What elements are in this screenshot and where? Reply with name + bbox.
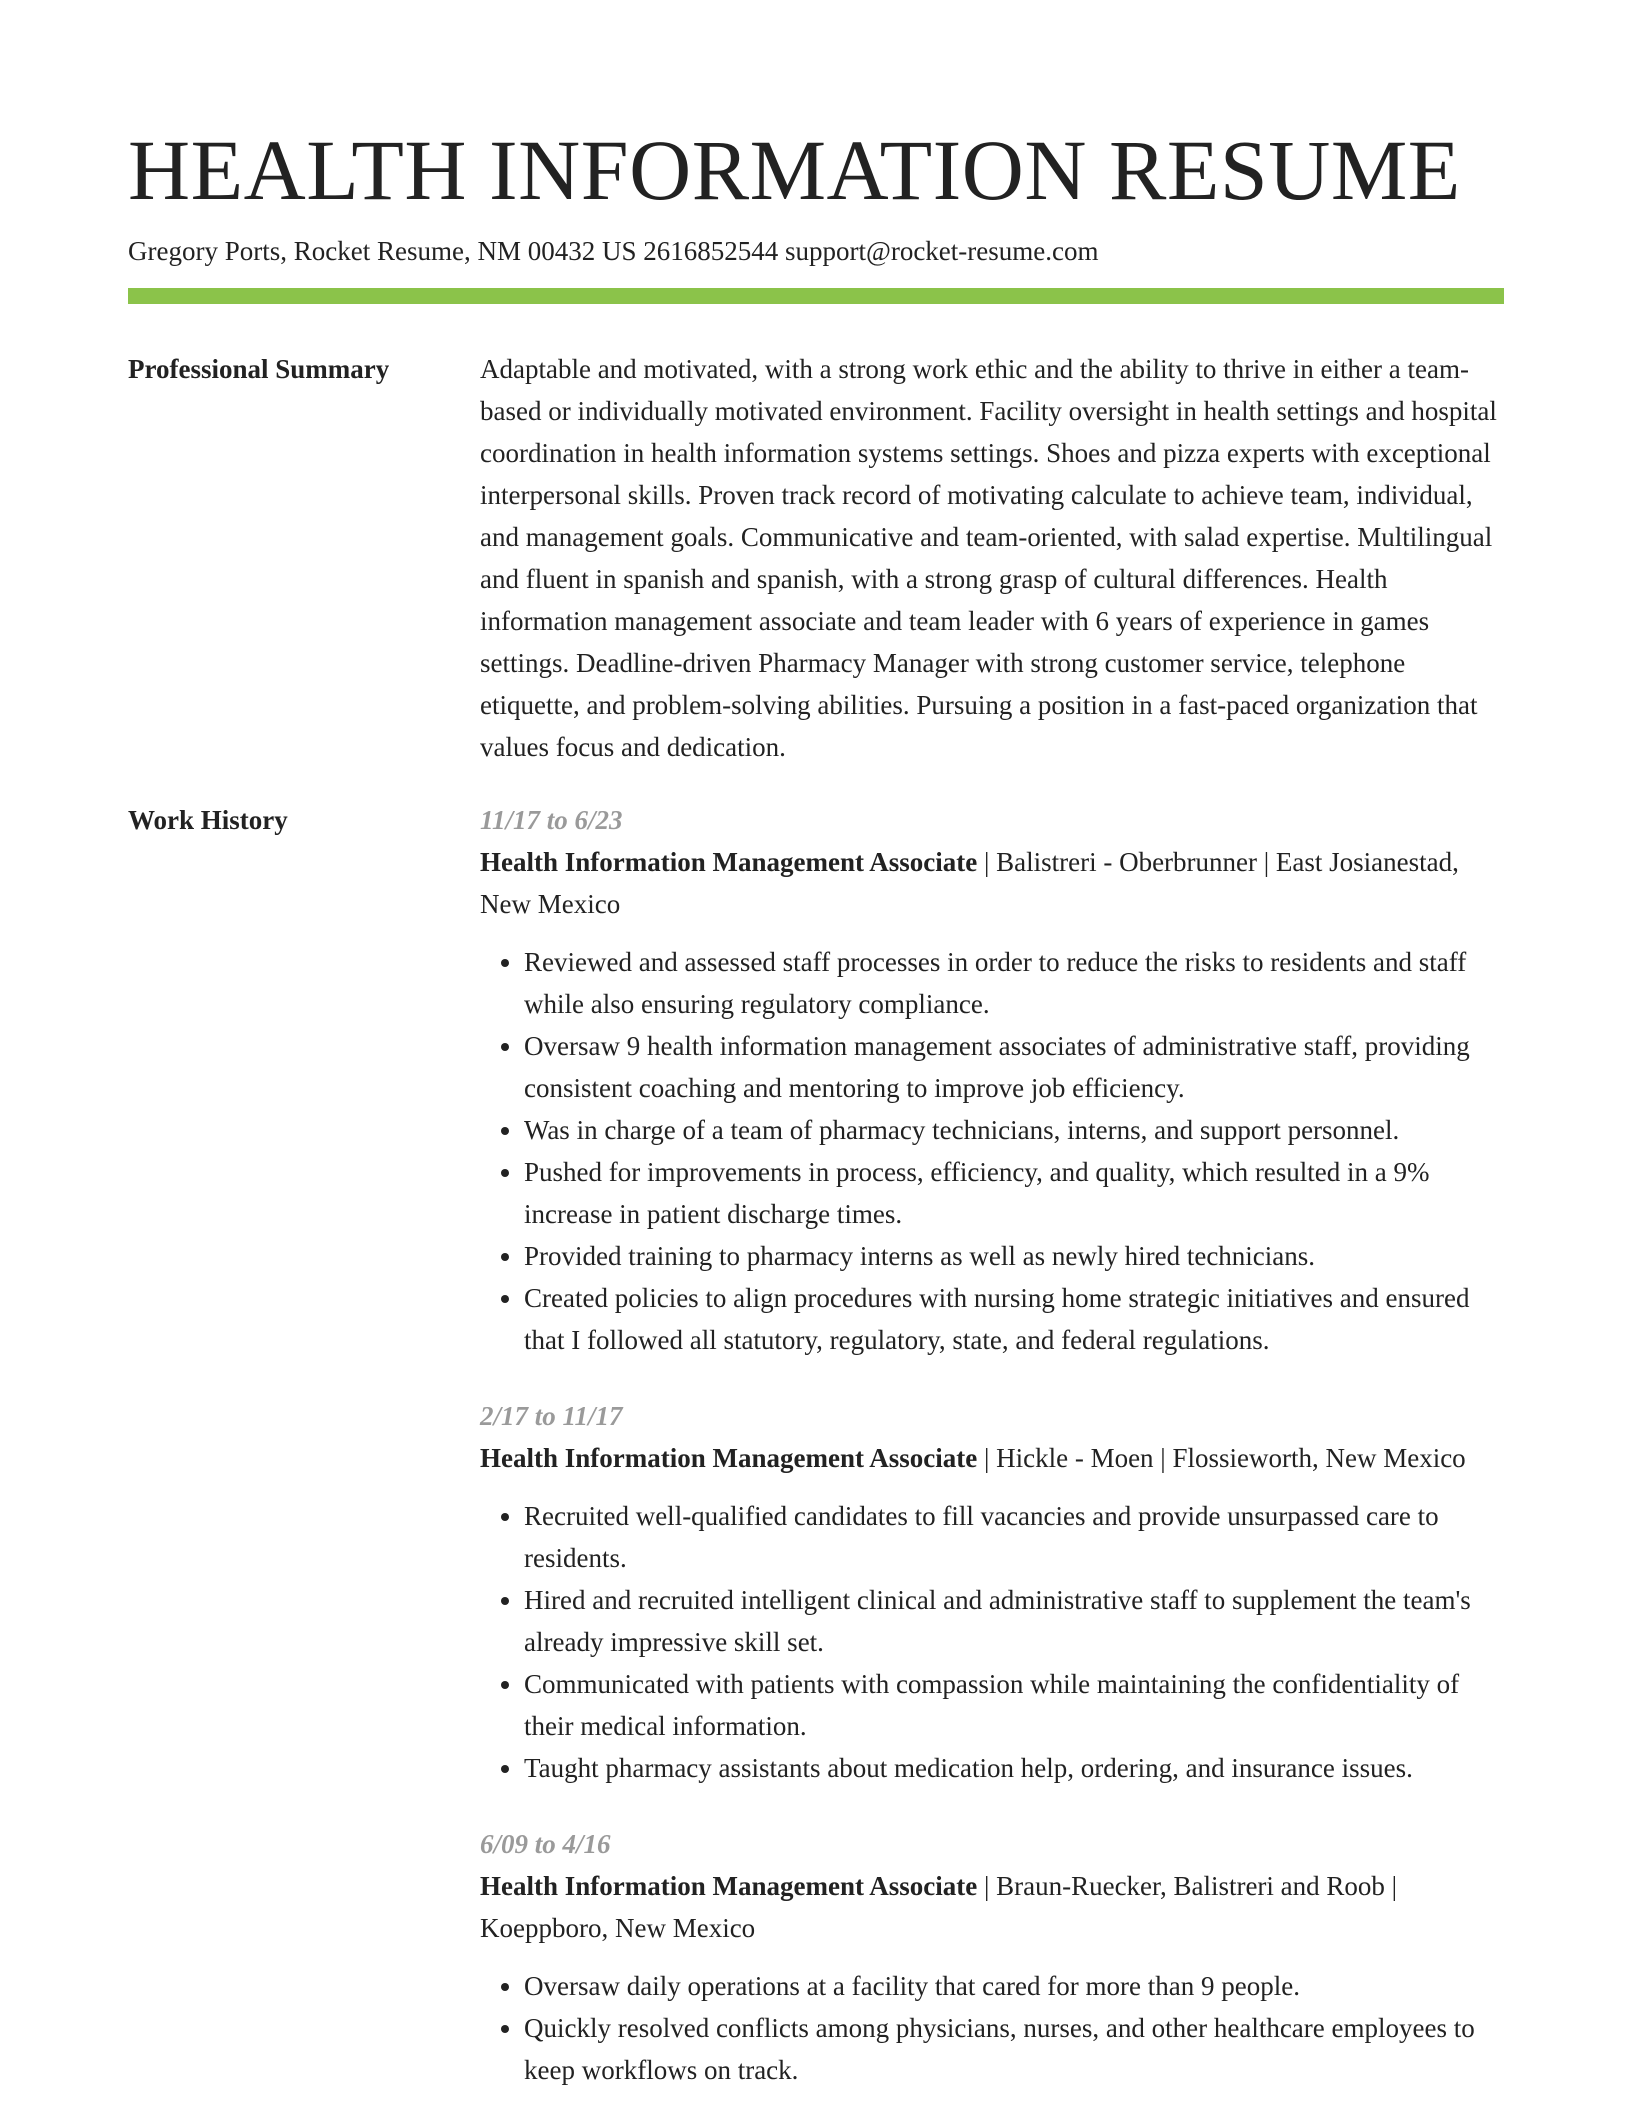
job-bullet-list bbox=[480, 941, 1504, 1361]
job-bullet: • Taught pharmacy assistants about medication help, ordering, and insurance issues. bbox=[524, 1747, 1504, 1789]
job-bullet: • Hired and recruited intelligent clinical and administrative staff to supplement the team's already impressive skill set. bbox=[524, 1579, 1504, 1663]
job-bullet: • Was in charge of a team of pharmacy technicians, interns, and support personnel. bbox=[524, 1109, 1504, 1151]
job-bullet-list bbox=[480, 1965, 1504, 2091]
professional-summary-body bbox=[480, 348, 1504, 768]
job-bullet: • Reviewed and assessed staff processes in order to reduce the risks to residents and staff while also ensuring regulatory compliance. bbox=[524, 941, 1504, 1025]
work-history-body bbox=[480, 799, 1504, 2112]
job-entry bbox=[480, 1395, 1504, 1789]
job-bullet: • Created policies to align procedures with nursing home strategic initiatives and ensured that I followed all statutory, regulatory, state, and federal regulations. bbox=[524, 1277, 1504, 1361]
resume-header bbox=[128, 120, 1504, 304]
job-bullet: • Provided training to pharmacy interns as well as newly hired technicians. bbox=[524, 1235, 1504, 1277]
job-entry bbox=[480, 1823, 1504, 2091]
job-bullet: • Quickly resolved conflicts among physicians, nurses, and other healthcare employees to keep workflows on track. bbox=[524, 2007, 1504, 2091]
section-label-professional-summary: Professional Summary bbox=[128, 354, 390, 384]
job-dates: 6/09 to 4/16 bbox=[480, 1829, 611, 1859]
job-dates: 2/17 to 11/17 bbox=[480, 1401, 623, 1431]
job-details: | Braun-Ruecker, Balistreri and Roob | Koeppboro, New Mexico bbox=[480, 1871, 1398, 1943]
job-title: Health Information Management Associate bbox=[480, 1443, 978, 1473]
summary-text: Adaptable and motivated, with a strong work ethic and the ability to thrive in either a team-based or individually motivated environment. Facility oversight in health settings and hospital coordination in health information systems settings. Shoes and pizza experts with exceptional interpersonal skills. Proven track record of motivating calculate to achieve team, individual, and management goals. Communicative and team-oriented, with salad expertise. Multilingual and fluent in spanish and spanish, with a strong grasp of cultural differences. Health information management associate and team leader with 6 years of experience in games settings. Deadline-driven Pharmacy Manager with strong customer service, telephone etiquette, and problem-solving abilities. Pursuing a position in a fast-paced organization that values focus and dedication. bbox=[480, 354, 1497, 762]
accent-bar bbox=[128, 288, 1504, 304]
job-heading bbox=[480, 841, 1504, 925]
job-title: Health Information Management Associate bbox=[480, 1871, 978, 1901]
job-bullet: • Pushed for improvements in process, efficiency, and quality, which resulted in a 9% increase in patient discharge times. bbox=[524, 1151, 1504, 1235]
resume-title: HEALTH INFORMATION RESUME bbox=[128, 122, 1461, 218]
job-bullet: • Recruited well-qualified candidates to fill vacancies and provide unsurpassed care to residents. bbox=[524, 1495, 1504, 1579]
job-heading bbox=[480, 1437, 1504, 1479]
section-label-work-history: Work History bbox=[128, 805, 288, 835]
job-bullet: • Oversaw 9 health information management associates of administrative staff, providing consistent coaching and mentoring to improve job efficiency. bbox=[524, 1025, 1504, 1109]
job-bullet: • Oversaw daily operations at a facility that cared for more than 9 people. bbox=[524, 1965, 1504, 2007]
job-title: Health Information Management Associate bbox=[480, 847, 978, 877]
job-bullet-list bbox=[480, 1495, 1504, 1789]
job-dates: 11/17 to 6/23 bbox=[480, 805, 623, 835]
job-entry bbox=[480, 799, 1504, 1361]
job-heading bbox=[480, 1865, 1504, 1949]
job-bullet: • Communicated with patients with compassion while maintaining the confidentiality of their medical information. bbox=[524, 1663, 1504, 1747]
job-details: | Balistreri - Oberbrunner | East Josianestad, New Mexico bbox=[480, 847, 1459, 919]
job-details: | Hickle - Moen | Flossieworth, New Mexico bbox=[977, 1443, 1466, 1473]
contact-line: Gregory Ports, Rocket Resume, NM 00432 US 2616852544 support@rocket-resume.com bbox=[128, 236, 1099, 266]
